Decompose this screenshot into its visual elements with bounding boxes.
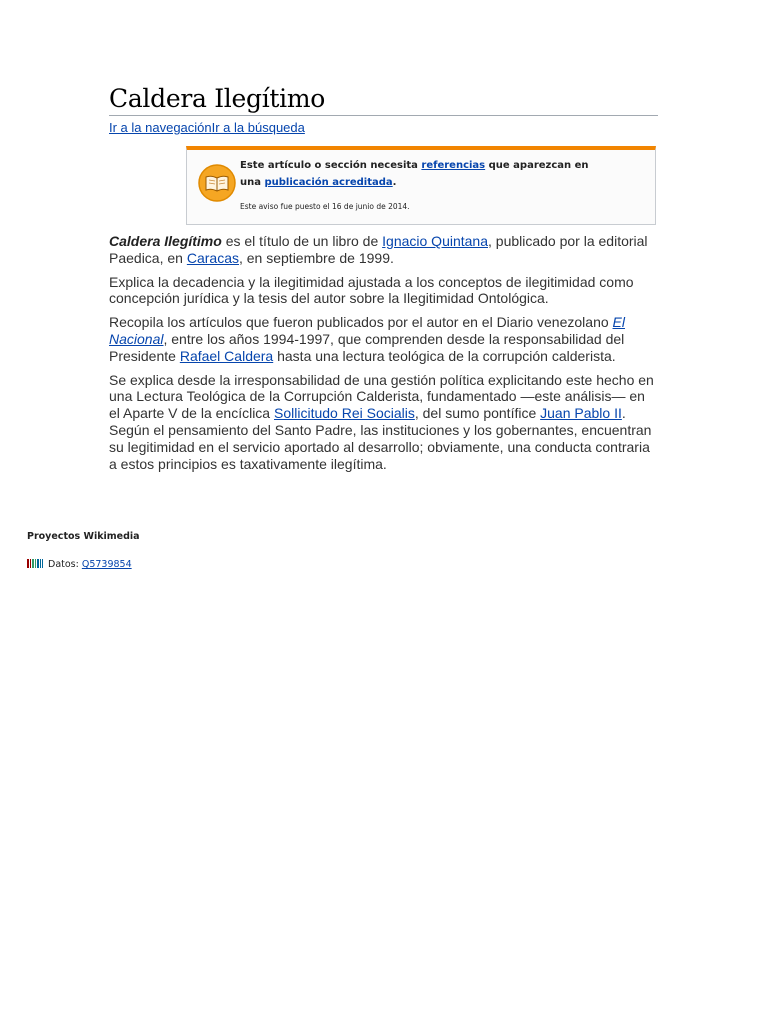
notice-date: Este aviso fue puesto el 16 de junio de 2014. bbox=[240, 202, 410, 211]
rafael-caldera-link[interactable]: Rafael Caldera bbox=[179, 347, 274, 364]
references-notice-box bbox=[186, 146, 656, 225]
jump-to-search-link[interactable]: Ir a la búsqueda bbox=[211, 120, 305, 135]
wikidata-id-link[interactable]: Q5739854 bbox=[81, 559, 132, 570]
book-icon bbox=[197, 163, 237, 203]
references-link[interactable]: referencias bbox=[421, 160, 486, 171]
title-divider bbox=[109, 115, 658, 116]
jump-to-navigation-link[interactable]: Ir a la navegación bbox=[109, 120, 212, 135]
wikidata-icon bbox=[27, 559, 43, 571]
wikimedia-projects-heading: Proyectos Wikimedia bbox=[27, 531, 140, 542]
paragraph-theology: Se explica desde la irresponsabilidad de una gestión política explicitando este hecho en una Lectura Teológica de la Corrupción Calderista, fundamentado —este análisis— en el Aparte V de la encíclica Sollicitudo Rei Socialis, del sumo pontífice Juan Pablo II. Según el pensamiento del Santo Padre, las instituciones y los gobernantes, encuentran su legitimidad en el servicio aportado al desarrollo; obviamente, una conducta contraria a estos principios es taxativamente ilegítima. bbox=[109, 371, 654, 472]
accredited-publication-link[interactable]: publicación acreditada bbox=[264, 177, 393, 188]
wikidata-entry bbox=[27, 559, 132, 571]
sollicitudo-rei-socialis-link[interactable]: Sollicitudo Rei Socialis bbox=[274, 405, 415, 422]
article-body bbox=[109, 233, 658, 479]
juan-pablo-ii-link[interactable]: Juan Pablo II bbox=[540, 405, 622, 422]
notice-message: Este artículo o sección necesita referencias que aparezcan en una publicación acreditada. bbox=[240, 160, 589, 188]
paragraph-compiles: Recopila los artículos que fueron publicados por el autor en el Diario venezolano El Nacional, entre los años 1994-1997, que comprenden desde la responsabilidad del Presidente Rafael Caldera hasta una lectura teológica de la corrupción calderista. bbox=[109, 314, 625, 364]
jump-links bbox=[109, 120, 305, 135]
datos-label: Datos: bbox=[48, 559, 82, 570]
paragraph-explains: Explica la decadencia y la ilegitimidad ajustada a los conceptos de ilegitimidad como concepción jurídica y la tesis del autor sobre la Ilegitimidad Ontológica. bbox=[109, 273, 634, 307]
ignacio-quintana-link[interactable]: Ignacio Quintana bbox=[382, 233, 488, 249]
page-title: Caldera Ilegítimo bbox=[109, 84, 325, 113]
el-nacional-link[interactable]: El Nacional bbox=[109, 314, 625, 347]
article-subject: Caldera Ilegítimo bbox=[109, 233, 222, 249]
caracas-link[interactable]: Caracas bbox=[186, 249, 239, 266]
paragraph-intro: Caldera Ilegítimo es el título de un libro de Ignacio Quintana, publicado por la editorial Paedica, en Caracas, en septiembre de 1999. bbox=[109, 233, 648, 266]
